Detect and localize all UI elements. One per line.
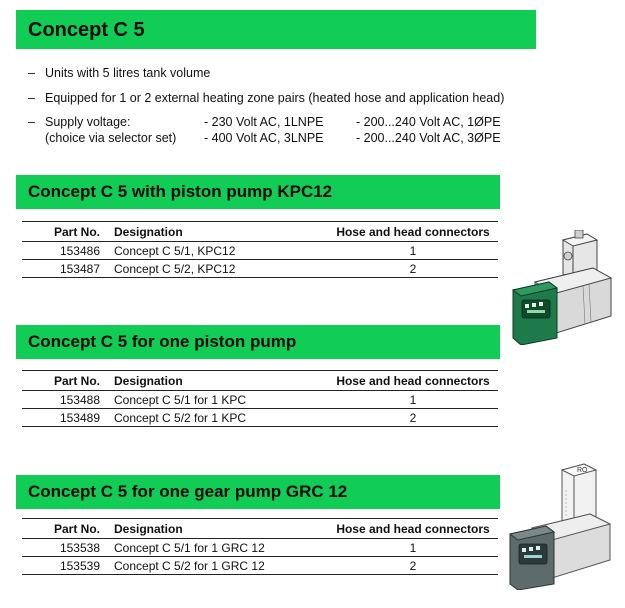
connectors-cell: 2 (328, 260, 498, 278)
designation-cell: Concept C 5/2, KPC12 (114, 260, 328, 278)
melter-unit-grey-icon (504, 460, 616, 590)
connectors-cell: 1 (328, 242, 498, 260)
table-row (22, 242, 498, 260)
table-row (22, 260, 498, 278)
col-part-no: Part No. (22, 519, 114, 539)
part-no-cell: 153489 (22, 409, 114, 427)
designation-cell: Concept C 5/2 for 1 KPC (114, 409, 328, 427)
parts-table (22, 221, 498, 278)
section-banner (16, 325, 500, 359)
section-title: Concept C 5 with piston pump KPC12 (28, 182, 333, 201)
connectors-cell: 1 (328, 539, 498, 557)
designation-cell: Concept C 5/2 for 1 GRC 12 (114, 557, 328, 575)
intro-text: Units with 5 litres tank volume (45, 66, 211, 80)
col-part-no: Part No. (22, 222, 114, 242)
supply-option: - 200...240 Volt AC, 3ØPE (356, 131, 501, 145)
parts-table (22, 518, 498, 575)
table-row (22, 557, 498, 575)
table-header-row (22, 519, 498, 539)
melter-unit-green-icon (505, 230, 617, 345)
bullet-dash: – (28, 115, 35, 129)
part-no-cell: 153538 (22, 539, 114, 557)
supply-option: - 230 Volt AC, 1LNPE (204, 115, 324, 129)
bullet-dash: – (28, 91, 35, 105)
connectors-cell: 2 (328, 557, 498, 575)
part-no-cell: 153487 (22, 260, 114, 278)
table-row (22, 391, 498, 409)
part-no-cell: 153486 (22, 242, 114, 260)
intro-text: Equipped for 1 or 2 external heating zone pairs (heated hose and application head) (45, 91, 505, 105)
col-part-no: Part No. (22, 371, 114, 391)
col-connectors: Hose and head connectors (328, 519, 498, 539)
supply-sublabel: (choice via selector set) (45, 131, 177, 145)
table-row (22, 539, 498, 557)
supply-label: Supply voltage: (45, 115, 131, 129)
section-banner (16, 475, 500, 509)
section-title: Concept C 5 for one gear pump GRC 12 (28, 482, 348, 501)
tower-label: RO (577, 467, 588, 474)
table-header-row (22, 371, 498, 391)
bullet-dash: – (28, 66, 35, 80)
connectors-cell: 2 (328, 409, 498, 427)
table-header-row (22, 222, 498, 242)
col-designation: Designation (114, 519, 328, 539)
designation-cell: Concept C 5/1, KPC12 (114, 242, 328, 260)
col-connectors: Hose and head connectors (328, 222, 498, 242)
page-title: Concept C 5 (28, 19, 145, 41)
table-row (22, 409, 498, 427)
connectors-cell: 1 (328, 391, 498, 409)
col-connectors: Hose and head connectors (328, 371, 498, 391)
section-banner (16, 175, 500, 209)
part-no-cell: 153488 (22, 391, 114, 409)
part-no-cell: 153539 (22, 557, 114, 575)
page-title-banner (16, 10, 536, 49)
col-designation: Designation (114, 222, 328, 242)
supply-option: - 200...240 Volt AC, 1ØPE (356, 115, 501, 129)
section-title: Concept C 5 for one piston pump (28, 332, 297, 351)
parts-table (22, 370, 498, 427)
designation-cell: Concept C 5/1 for 1 KPC (114, 391, 328, 409)
col-designation: Designation (114, 371, 328, 391)
supply-option: - 400 Volt AC, 3LNPE (204, 131, 324, 145)
designation-cell: Concept C 5/1 for 1 GRC 12 (114, 539, 328, 557)
